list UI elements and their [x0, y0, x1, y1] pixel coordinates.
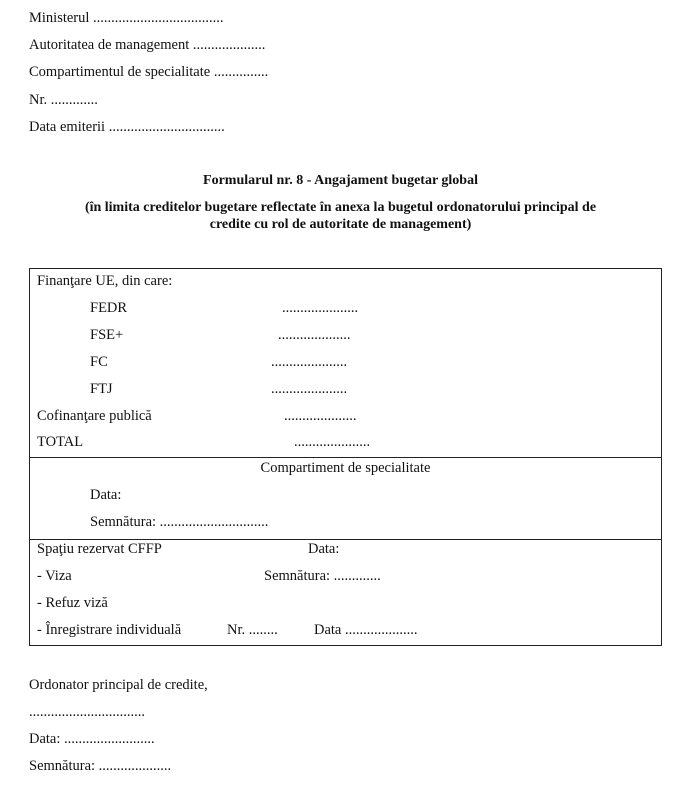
fse-dots: ....................: [278, 327, 351, 343]
fc-label: FC: [90, 354, 108, 370]
cofinantare-dots: ....................: [284, 408, 357, 424]
form-subtitle-line2: credite cu rol de autoritate de management): [209, 217, 472, 232]
divider-1: [30, 457, 661, 458]
ministerul-line: Ministerul ....................................: [29, 10, 224, 26]
fc-dots: .....................: [271, 354, 348, 370]
form-title: Formularul nr. 8 - Angajament bugetar global: [203, 173, 478, 188]
fedr-label: FEDR: [90, 300, 128, 316]
total-label: TOTAL: [37, 434, 84, 450]
autoritatea-line: Autoritatea de management ....................: [29, 37, 266, 53]
ordonator-dots: ................................: [29, 704, 145, 720]
cffp-inregistrare: - Înregistrare individuală: [37, 622, 182, 638]
finantare-heading: Finanţare UE, din care:: [37, 273, 173, 289]
form-subtitle-line1: (în limita creditelor bugetare reflectate în anexa la bugetul ordonatorului principal de: [84, 200, 597, 215]
compartiment-heading: Compartiment de specialitate: [260, 460, 431, 476]
ftj-dots: .....................: [271, 381, 348, 397]
fse-label: FSE+: [90, 327, 124, 343]
cffp-viza: - Viza: [37, 568, 72, 584]
footer-data: Data: .........................: [29, 731, 155, 747]
cofinantare-label: Cofinanţare publică: [37, 408, 152, 424]
compartimentul-line: Compartimentul de specialitate ...............: [29, 64, 269, 80]
cffp-data-inreg: Data ....................: [314, 622, 418, 638]
compartiment-semnatura: Semnătura: ..............................: [90, 514, 269, 530]
compartiment-data: Data:: [90, 487, 122, 503]
cffp-semnatura: Semnătura: .............: [264, 568, 381, 584]
data-emiterii-line: Data emiterii ................................: [29, 119, 225, 135]
cffp-spatiu: Spaţiu rezervat CFFP: [37, 541, 162, 557]
ftj-label: FTJ: [90, 381, 113, 397]
cffp-data: Data:: [308, 541, 340, 557]
total-dots: .....................: [294, 434, 371, 450]
ordonator-line: Ordonator principal de credite,: [29, 677, 208, 693]
nr-line: Nr. .............: [29, 92, 98, 108]
budget-box: [29, 268, 662, 646]
footer-semnatura: Semnătura: ....................: [29, 758, 172, 774]
cffp-nr: Nr. ........: [227, 622, 278, 638]
fedr-dots: .....................: [282, 300, 359, 316]
cffp-refuz: - Refuz viză: [37, 595, 108, 611]
